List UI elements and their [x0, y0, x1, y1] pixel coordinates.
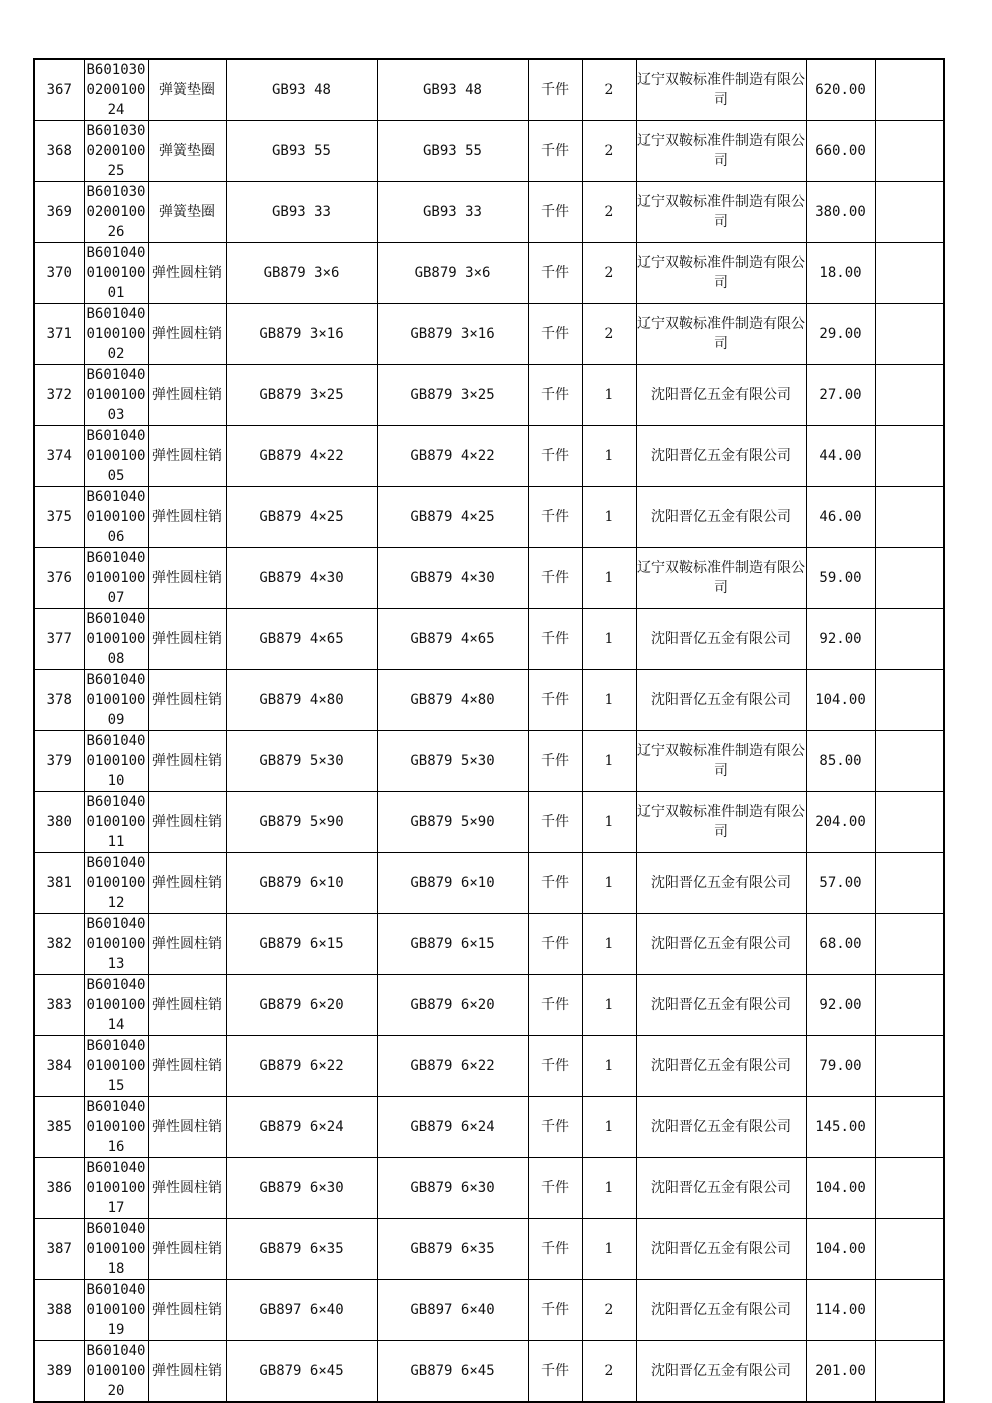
spec-standard-cell: GB879 4×25	[226, 487, 377, 548]
row-number-cell: 378	[34, 670, 84, 731]
item-code-cell: B601040010010006	[84, 487, 148, 548]
remark-cell	[875, 426, 944, 487]
unit-cell: 千件	[528, 1219, 582, 1280]
unit-cell: 千件	[528, 975, 582, 1036]
row-number-cell: 369	[34, 182, 84, 243]
item-code-cell: B601040010010001	[84, 243, 148, 304]
spec-standard-cell: GB879 4×65	[226, 609, 377, 670]
item-code-cell: B601040010010013	[84, 914, 148, 975]
table-row	[34, 609, 944, 670]
table-row	[34, 243, 944, 304]
spec-model-cell: GB879 6×30	[377, 1158, 528, 1219]
unit-cell: 千件	[528, 548, 582, 609]
item-name-cell: 弹性圆柱销	[148, 1280, 226, 1341]
item-name-cell: 弹性圆柱销	[148, 365, 226, 426]
table-row	[34, 1219, 944, 1280]
table-body	[34, 59, 944, 1402]
unit-price-cell: 27.00	[806, 365, 875, 426]
quantity-cell: 1	[582, 1036, 636, 1097]
table-row	[34, 1341, 944, 1403]
spec-model-cell: GB879 3×16	[377, 304, 528, 365]
supplier-cell: 辽宁双鞍标准件制造有限公司	[636, 548, 806, 609]
quantity-cell: 2	[582, 121, 636, 182]
table-row	[34, 670, 944, 731]
item-code-cell: B601040010010003	[84, 365, 148, 426]
item-code-cell: B601040010010002	[84, 304, 148, 365]
spec-standard-cell: GB879 5×90	[226, 792, 377, 853]
unit-price-cell: 145.00	[806, 1097, 875, 1158]
remark-cell	[875, 1158, 944, 1219]
spec-model-cell: GB879 4×30	[377, 548, 528, 609]
unit-cell: 千件	[528, 243, 582, 304]
spec-standard-cell: GB879 6×15	[226, 914, 377, 975]
supplier-cell: 沈阳晋亿五金有限公司	[636, 1341, 806, 1403]
item-name-cell: 弹性圆柱销	[148, 853, 226, 914]
spec-standard-cell: GB879 6×45	[226, 1341, 377, 1403]
unit-cell: 千件	[528, 487, 582, 548]
row-number-cell: 370	[34, 243, 84, 304]
item-name-cell: 弹性圆柱销	[148, 548, 226, 609]
spec-model-cell: GB879 6×24	[377, 1097, 528, 1158]
item-code-cell: B601040010010011	[84, 792, 148, 853]
row-number-cell: 376	[34, 548, 84, 609]
remark-cell	[875, 548, 944, 609]
supplier-cell: 沈阳晋亿五金有限公司	[636, 670, 806, 731]
quantity-cell: 1	[582, 1097, 636, 1158]
supplier-cell: 沈阳晋亿五金有限公司	[636, 487, 806, 548]
spec-model-cell: GB879 4×65	[377, 609, 528, 670]
unit-price-cell: 85.00	[806, 731, 875, 792]
table-row	[34, 1280, 944, 1341]
remark-cell	[875, 609, 944, 670]
row-number-cell: 372	[34, 365, 84, 426]
spec-standard-cell: GB879 5×30	[226, 731, 377, 792]
unit-cell: 千件	[528, 182, 582, 243]
supplier-cell: 沈阳晋亿五金有限公司	[636, 914, 806, 975]
item-code-cell: B601040010010007	[84, 548, 148, 609]
spec-model-cell: GB879 4×22	[377, 426, 528, 487]
quantity-cell: 2	[582, 243, 636, 304]
remark-cell	[875, 853, 944, 914]
item-code-cell: B601040010010009	[84, 670, 148, 731]
quantity-cell: 2	[582, 182, 636, 243]
quantity-cell: 1	[582, 853, 636, 914]
unit-cell: 千件	[528, 853, 582, 914]
supplier-cell: 辽宁双鞍标准件制造有限公司	[636, 182, 806, 243]
spec-standard-cell: GB879 6×10	[226, 853, 377, 914]
remark-cell	[875, 975, 944, 1036]
spec-model-cell: GB879 6×10	[377, 853, 528, 914]
item-name-cell: 弹性圆柱销	[148, 426, 226, 487]
remark-cell	[875, 914, 944, 975]
spec-model-cell: GB93 33	[377, 182, 528, 243]
item-name-cell: 弹性圆柱销	[148, 1097, 226, 1158]
item-name-cell: 弹性圆柱销	[148, 487, 226, 548]
unit-cell: 千件	[528, 1097, 582, 1158]
row-number-cell: 389	[34, 1341, 84, 1403]
unit-price-cell: 79.00	[806, 1036, 875, 1097]
row-number-cell: 387	[34, 1219, 84, 1280]
table-row	[34, 182, 944, 243]
unit-price-cell: 204.00	[806, 792, 875, 853]
supplier-cell: 辽宁双鞍标准件制造有限公司	[636, 304, 806, 365]
supplier-cell: 辽宁双鞍标准件制造有限公司	[636, 243, 806, 304]
table-row	[34, 731, 944, 792]
unit-cell: 千件	[528, 365, 582, 426]
spec-standard-cell: GB879 6×24	[226, 1097, 377, 1158]
spec-model-cell: GB879 6×35	[377, 1219, 528, 1280]
table-row	[34, 853, 944, 914]
remark-cell	[875, 792, 944, 853]
spec-standard-cell: GB879 6×22	[226, 1036, 377, 1097]
supplier-cell: 辽宁双鞍标准件制造有限公司	[636, 59, 806, 121]
item-code-cell: B601040010010015	[84, 1036, 148, 1097]
unit-cell: 千件	[528, 1280, 582, 1341]
row-number-cell: 386	[34, 1158, 84, 1219]
spec-standard-cell: GB879 4×80	[226, 670, 377, 731]
supplier-cell: 辽宁双鞍标准件制造有限公司	[636, 792, 806, 853]
item-code-cell: B601040010010016	[84, 1097, 148, 1158]
item-name-cell: 弹簧垫圈	[148, 182, 226, 243]
row-number-cell: 367	[34, 59, 84, 121]
table-row	[34, 487, 944, 548]
unit-price-cell: 57.00	[806, 853, 875, 914]
table-row	[34, 1158, 944, 1219]
row-number-cell: 380	[34, 792, 84, 853]
item-code-cell: B601040010010012	[84, 853, 148, 914]
item-name-cell: 弹性圆柱销	[148, 914, 226, 975]
quantity-cell: 1	[582, 975, 636, 1036]
spec-model-cell: GB879 6×22	[377, 1036, 528, 1097]
unit-price-cell: 620.00	[806, 59, 875, 121]
unit-price-cell: 201.00	[806, 1341, 875, 1403]
item-name-cell: 弹簧垫圈	[148, 59, 226, 121]
unit-cell: 千件	[528, 1158, 582, 1219]
item-name-cell: 弹性圆柱销	[148, 670, 226, 731]
unit-cell: 千件	[528, 59, 582, 121]
unit-price-cell: 114.00	[806, 1280, 875, 1341]
spec-standard-cell: GB879 3×25	[226, 365, 377, 426]
item-code-cell: B601040010010005	[84, 426, 148, 487]
remark-cell	[875, 182, 944, 243]
spec-standard-cell: GB879 6×30	[226, 1158, 377, 1219]
unit-price-cell: 44.00	[806, 426, 875, 487]
unit-cell: 千件	[528, 670, 582, 731]
item-name-cell: 弹性圆柱销	[148, 304, 226, 365]
unit-price-cell: 104.00	[806, 1219, 875, 1280]
supplier-cell: 辽宁双鞍标准件制造有限公司	[636, 121, 806, 182]
remark-cell	[875, 1036, 944, 1097]
unit-price-cell: 104.00	[806, 670, 875, 731]
remark-cell	[875, 59, 944, 121]
supplier-cell: 沈阳晋亿五金有限公司	[636, 1097, 806, 1158]
item-name-cell: 弹性圆柱销	[148, 243, 226, 304]
spec-model-cell: GB879 6×20	[377, 975, 528, 1036]
table-row	[34, 1097, 944, 1158]
unit-price-cell: 59.00	[806, 548, 875, 609]
quantity-cell: 2	[582, 1341, 636, 1403]
remark-cell	[875, 365, 944, 426]
spec-standard-cell: GB879 3×6	[226, 243, 377, 304]
item-code-cell: B601040010010010	[84, 731, 148, 792]
spec-standard-cell: GB879 6×20	[226, 975, 377, 1036]
quantity-cell: 1	[582, 487, 636, 548]
supplier-cell: 沈阳晋亿五金有限公司	[636, 1219, 806, 1280]
unit-cell: 千件	[528, 609, 582, 670]
quantity-cell: 2	[582, 304, 636, 365]
supplier-cell: 沈阳晋亿五金有限公司	[636, 609, 806, 670]
quantity-cell: 2	[582, 1280, 636, 1341]
item-name-cell: 弹性圆柱销	[148, 1341, 226, 1403]
remark-cell	[875, 243, 944, 304]
supplier-cell: 辽宁双鞍标准件制造有限公司	[636, 731, 806, 792]
row-number-cell: 384	[34, 1036, 84, 1097]
unit-price-cell: 46.00	[806, 487, 875, 548]
item-code-cell: B601040010010014	[84, 975, 148, 1036]
spec-standard-cell: GB93 33	[226, 182, 377, 243]
table-row	[34, 59, 944, 121]
supplier-cell: 沈阳晋亿五金有限公司	[636, 975, 806, 1036]
table-row	[34, 792, 944, 853]
row-number-cell: 368	[34, 121, 84, 182]
unit-price-cell: 68.00	[806, 914, 875, 975]
quantity-cell: 1	[582, 731, 636, 792]
quantity-cell: 1	[582, 670, 636, 731]
unit-price-cell: 92.00	[806, 609, 875, 670]
quantity-cell: 1	[582, 1158, 636, 1219]
remark-cell	[875, 1280, 944, 1341]
row-number-cell: 381	[34, 853, 84, 914]
spec-model-cell: GB879 5×30	[377, 731, 528, 792]
quantity-cell: 1	[582, 365, 636, 426]
unit-price-cell: 104.00	[806, 1158, 875, 1219]
spec-model-cell: GB879 3×25	[377, 365, 528, 426]
unit-cell: 千件	[528, 426, 582, 487]
item-code-cell: B601030020010026	[84, 182, 148, 243]
remark-cell	[875, 304, 944, 365]
row-number-cell: 374	[34, 426, 84, 487]
table-row	[34, 304, 944, 365]
spec-model-cell: GB879 6×15	[377, 914, 528, 975]
unit-price-cell: 380.00	[806, 182, 875, 243]
spec-standard-cell: GB93 55	[226, 121, 377, 182]
remark-cell	[875, 670, 944, 731]
table-row	[34, 1036, 944, 1097]
row-number-cell: 388	[34, 1280, 84, 1341]
remark-cell	[875, 731, 944, 792]
table-row	[34, 121, 944, 182]
spec-standard-cell: GB879 6×35	[226, 1219, 377, 1280]
table-row	[34, 914, 944, 975]
unit-cell: 千件	[528, 1036, 582, 1097]
row-number-cell: 377	[34, 609, 84, 670]
spec-model-cell: GB879 4×80	[377, 670, 528, 731]
quantity-cell: 1	[582, 792, 636, 853]
item-code-cell: B601030020010024	[84, 59, 148, 121]
item-name-cell: 弹性圆柱销	[148, 731, 226, 792]
supplier-cell: 沈阳晋亿五金有限公司	[636, 1036, 806, 1097]
unit-cell: 千件	[528, 304, 582, 365]
row-number-cell: 383	[34, 975, 84, 1036]
supplier-cell: 沈阳晋亿五金有限公司	[636, 1158, 806, 1219]
spec-model-cell: GB879 5×90	[377, 792, 528, 853]
remark-cell	[875, 487, 944, 548]
item-code-cell: B601040010010019	[84, 1280, 148, 1341]
row-number-cell: 385	[34, 1097, 84, 1158]
row-number-cell: 382	[34, 914, 84, 975]
remark-cell	[875, 1097, 944, 1158]
spec-model-cell: GB93 48	[377, 59, 528, 121]
supplier-cell: 沈阳晋亿五金有限公司	[636, 853, 806, 914]
supplier-cell: 沈阳晋亿五金有限公司	[636, 426, 806, 487]
quantity-cell: 1	[582, 548, 636, 609]
table-row	[34, 975, 944, 1036]
unit-price-cell: 18.00	[806, 243, 875, 304]
unit-cell: 千件	[528, 1341, 582, 1403]
spec-standard-cell: GB879 4×22	[226, 426, 377, 487]
unit-cell: 千件	[528, 914, 582, 975]
parts-price-table	[33, 58, 945, 1403]
spec-model-cell: GB879 6×45	[377, 1341, 528, 1403]
item-name-cell: 弹性圆柱销	[148, 975, 226, 1036]
quantity-cell: 2	[582, 59, 636, 121]
item-code-cell: B601030020010025	[84, 121, 148, 182]
table-row	[34, 365, 944, 426]
table-row	[34, 426, 944, 487]
spec-standard-cell: GB897 6×40	[226, 1280, 377, 1341]
row-number-cell: 375	[34, 487, 84, 548]
remark-cell	[875, 1341, 944, 1403]
quantity-cell: 1	[582, 914, 636, 975]
spec-standard-cell: GB879 3×16	[226, 304, 377, 365]
unit-price-cell: 660.00	[806, 121, 875, 182]
supplier-cell: 沈阳晋亿五金有限公司	[636, 1280, 806, 1341]
unit-cell: 千件	[528, 731, 582, 792]
item-code-cell: B601040010010017	[84, 1158, 148, 1219]
row-number-cell: 379	[34, 731, 84, 792]
spec-model-cell: GB93 55	[377, 121, 528, 182]
quantity-cell: 1	[582, 426, 636, 487]
unit-price-cell: 92.00	[806, 975, 875, 1036]
supplier-cell: 沈阳晋亿五金有限公司	[636, 365, 806, 426]
spec-model-cell: GB897 6×40	[377, 1280, 528, 1341]
remark-cell	[875, 1219, 944, 1280]
item-name-cell: 弹性圆柱销	[148, 792, 226, 853]
quantity-cell: 1	[582, 1219, 636, 1280]
item-name-cell: 弹性圆柱销	[148, 1158, 226, 1219]
unit-cell: 千件	[528, 792, 582, 853]
spec-standard-cell: GB93 48	[226, 59, 377, 121]
item-code-cell: B601040010010008	[84, 609, 148, 670]
spec-model-cell: GB879 3×6	[377, 243, 528, 304]
item-name-cell: 弹性圆柱销	[148, 609, 226, 670]
unit-cell: 千件	[528, 121, 582, 182]
row-number-cell: 371	[34, 304, 84, 365]
item-code-cell: B601040010010020	[84, 1341, 148, 1403]
spec-model-cell: GB879 4×25	[377, 487, 528, 548]
spec-standard-cell: GB879 4×30	[226, 548, 377, 609]
item-name-cell: 弹性圆柱销	[148, 1219, 226, 1280]
remark-cell	[875, 121, 944, 182]
unit-price-cell: 29.00	[806, 304, 875, 365]
item-name-cell: 弹簧垫圈	[148, 121, 226, 182]
table-row	[34, 548, 944, 609]
quantity-cell: 1	[582, 609, 636, 670]
item-code-cell: B601040010010018	[84, 1219, 148, 1280]
item-name-cell: 弹性圆柱销	[148, 1036, 226, 1097]
